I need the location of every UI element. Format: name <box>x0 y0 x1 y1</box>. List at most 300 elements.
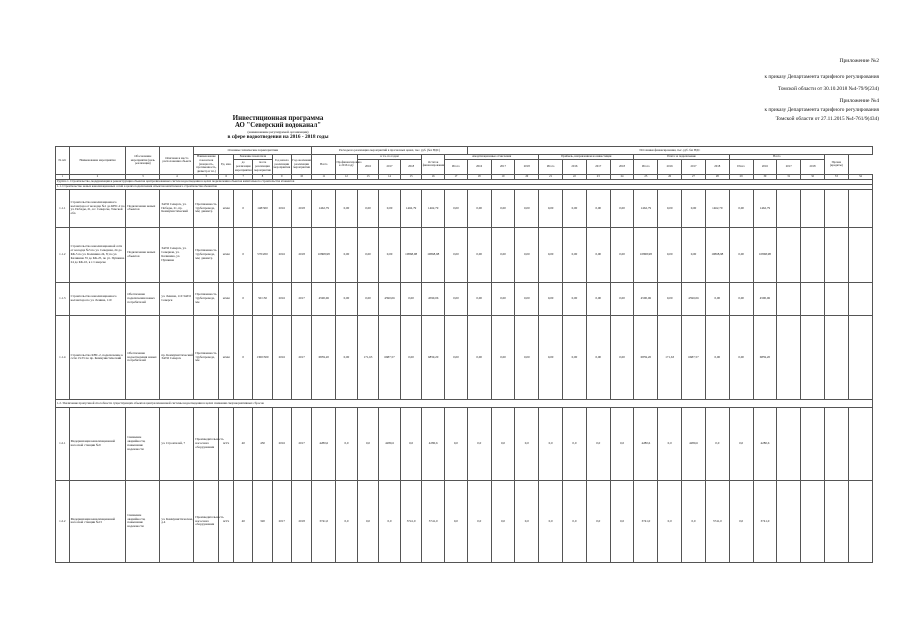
cell-after: 50/150 <box>253 282 272 315</box>
cell-fin: 0,0 <box>336 480 358 562</box>
title-line1: Инвестиционная программа <box>232 114 324 122</box>
cell-c2: 0,00 <box>467 189 491 227</box>
cell-before: 40 <box>234 480 253 562</box>
cell-total: 4590,06 <box>312 282 336 315</box>
cell-c12: 10868,98 <box>705 227 729 282</box>
column-number: 28 <box>705 174 729 179</box>
cell-y18: 3741,0 <box>400 480 422 562</box>
appendix-4-title: Приложение №4 <box>839 98 879 104</box>
tech-value-header: Значение показателя <box>234 155 273 160</box>
cell-c7: 0,00 <box>586 282 610 315</box>
cell-y17: 0,00 <box>379 189 401 227</box>
cell-fin: 0,00 <box>336 282 358 315</box>
cell-c14: 10868,98 <box>753 227 777 282</box>
column-number: 31 <box>777 174 801 179</box>
cell-y16: 171,63 <box>357 315 379 399</box>
table-row <box>56 480 873 562</box>
cell-c2: 0,00 <box>467 282 491 315</box>
cell-c7: 0,00 <box>586 315 610 399</box>
cell-fin: 0,00 <box>336 189 358 227</box>
cell-tech: Протяженность трубопровода, мм; диаметр <box>194 189 219 227</box>
cell-c13: 0,00 <box>729 282 753 315</box>
cell-c10: 171,63 <box>658 315 682 399</box>
group-1-2-row <box>56 399 873 407</box>
cell-c1: 0,00 <box>445 227 468 282</box>
src-total-header: Всего <box>729 155 824 160</box>
cell-y17: 4280,6 <box>379 407 401 480</box>
cell-y17: 6687,57 <box>379 315 401 399</box>
cell-c8: 0,00 <box>610 227 634 282</box>
cell-c10: 0,00 <box>658 189 682 227</box>
cell-ye: 2017 <box>291 282 311 315</box>
column-number: 16 <box>422 174 445 179</box>
program-title <box>198 114 358 141</box>
cell-name: Строительство канализационной сети от колодца №5 по ул. Северная, 24 до КК-5 по ул. Калинина 24, 8; по ул. Калинина 35 до КК-25, по ул. Пушкина 24 до КК-10, в г. Северске <box>69 227 126 282</box>
cell-c5: 0,00 <box>539 282 563 315</box>
cell-c8: 0,00 <box>610 315 634 399</box>
cell-ye: 2018 <box>291 189 311 227</box>
cell-c1: 0,00 <box>445 189 468 227</box>
year-end-header: Год окончания реализации мероприятия <box>291 155 311 175</box>
tech-name-header: Наименование показателя (мощность, протяженность, диаметр и т.п.) <box>194 155 219 175</box>
cell-c11: 0,0 <box>682 480 706 562</box>
cell-ye: 2017 <box>291 315 311 399</box>
header-row-1 <box>56 147 873 155</box>
cell-after: 450 <box>253 407 272 480</box>
s2-2017: 2017 <box>586 160 610 175</box>
cell-tech: Протяженность трубопровода, мм <box>194 282 219 315</box>
col-num-header: № п/п <box>56 147 70 175</box>
cell-name: Модернизация канализационной насосной станции №9 <box>69 407 126 480</box>
cell-empty <box>824 227 848 282</box>
sources-header: Источники финансирования, тыс. руб. без НДС <box>467 147 872 155</box>
cell-c9: 10868,98 <box>634 227 658 282</box>
cell-empty <box>801 480 825 562</box>
cell-num: 1.1.1 <box>56 189 70 227</box>
cell-rest: 4590,06 <box>422 282 445 315</box>
cell-total: 10868,98 <box>312 227 336 282</box>
cell-c6: 0,0 <box>563 407 587 480</box>
cell-c7: 0,00 <box>586 227 610 282</box>
column-number: 12 <box>336 174 358 179</box>
cell-rest: 3741,0 <box>422 480 445 562</box>
cell-y17: 4590,06 <box>379 282 401 315</box>
cell-empty <box>848 282 872 315</box>
cell-c13: 0,00 <box>729 315 753 399</box>
column-number: 29 <box>729 174 753 179</box>
cell-obj: пр. Коммунистический ЗАТО Северск <box>160 315 194 399</box>
column-number: 4 <box>160 174 194 179</box>
column-number: 20 <box>515 174 539 179</box>
column-number: 21 <box>539 174 563 179</box>
column-number: 2 <box>69 174 126 179</box>
cell-y16: 0,0 <box>357 480 379 562</box>
s1-total: Итого <box>445 160 468 175</box>
cell-empty <box>801 227 825 282</box>
cell-just: Подключение новых объектов <box>126 189 160 227</box>
s2-2016: 2016 <box>563 160 587 175</box>
cell-c9: 6859,20 <box>634 315 658 399</box>
cell-y18: 0,00 <box>400 315 422 399</box>
y2016-header: 2016 <box>357 160 379 175</box>
cell-c4: 0,00 <box>515 227 539 282</box>
cell-y17: 0,00 <box>379 227 401 282</box>
cell-c3: 0,0 <box>491 407 515 480</box>
cell-just: Подключение новых объектов <box>126 227 160 282</box>
cell-empty <box>824 189 848 227</box>
cell-num: 1.2.2 <box>56 480 70 562</box>
cell-tech: Протяженность трубопровода, мм; диаметр <box>194 227 219 282</box>
cell-empty <box>777 480 801 562</box>
cell-c13: 0,00 <box>729 189 753 227</box>
cell-empty <box>824 480 848 562</box>
cell-c7: 0,0 <box>586 480 610 562</box>
s3-2016: 2016 <box>658 160 682 175</box>
cell-c8: 0,0 <box>610 480 634 562</box>
cell-y18: 0,00 <box>400 282 422 315</box>
cell-c12: 3741,0 <box>705 480 729 562</box>
cell-c10: 0,0 <box>658 407 682 480</box>
cell-empty <box>824 407 848 480</box>
cell-c14: 4280,6 <box>753 407 777 480</box>
cell-y16: 0,0 <box>357 407 379 480</box>
cell-c11: 0,00 <box>682 189 706 227</box>
cell-tech: Производительность насосного оборудования <box>194 480 219 562</box>
cell-total: 4280,6 <box>312 407 336 480</box>
col-name-header: Наименование мероприятия <box>69 147 126 175</box>
cell-c10: 0,00 <box>658 227 682 282</box>
appendix-2-line2: Томской области от 30.10.2018 №4-79/9(234) <box>778 86 879 92</box>
column-number: 24 <box>610 174 634 179</box>
cell-ys: 2017 <box>272 480 291 562</box>
appendix-4-block <box>764 98 879 123</box>
appendix-4-line1: к приказу Департамента тарифного регулирования <box>764 107 879 113</box>
cell-rest: 10868,98 <box>422 227 445 282</box>
cell-c2: 0,00 <box>467 315 491 399</box>
cell-unit: м3/ч <box>219 480 234 562</box>
cell-c8: 0,00 <box>610 282 634 315</box>
column-number: 33 <box>824 174 848 179</box>
cell-num: 1.1.4 <box>56 315 70 399</box>
s1-2018: 2018 <box>515 160 539 175</box>
table-row <box>56 227 873 282</box>
cell-after: 570/200 <box>253 227 272 282</box>
cell-ye: 2018 <box>291 480 311 562</box>
cell-c3: 0,00 <box>491 227 515 282</box>
cell-empty <box>848 480 872 562</box>
cell-c2: 0,0 <box>467 480 491 562</box>
column-number: 13 <box>357 174 379 179</box>
column-number: 10 <box>291 174 311 179</box>
cell-c13: 0,0 <box>729 480 753 562</box>
cell-obj: ул. Коммунистическая, д.4 <box>160 480 194 562</box>
cell-unit: м3/ч <box>219 407 234 480</box>
cell-empty <box>801 189 825 227</box>
s1-2017: 2017 <box>491 160 515 175</box>
cell-after: 320 <box>253 480 272 562</box>
src2-header: Прибыль, направленная на инвестиции <box>539 155 634 160</box>
cell-c4: 0,0 <box>515 407 539 480</box>
table-row <box>56 189 873 227</box>
cell-unit: м/мм <box>219 282 234 315</box>
cell-c3: 0,0 <box>491 480 515 562</box>
column-number: 7 <box>234 174 253 179</box>
cell-c11: 4280,6 <box>682 407 706 480</box>
cell-c14: 6859,20 <box>753 315 777 399</box>
group-1-row-text: Группа 1. Строительство, модернизация и реконструкция объектов централизованных систем водоотведения в целях подключения объектов капитального строительства абонентов <box>56 179 873 184</box>
cell-obj: ЗАТО Северск, ул. Северная, ул. Калинина, ул. Пушкина <box>160 227 194 282</box>
cell-name: Модернизация канализационной насосной станции №15 <box>69 480 126 562</box>
cell-c6: 0,00 <box>563 189 587 227</box>
before-header: до реализации мероприятия <box>234 160 253 175</box>
appendix-2-line1: к приказу Департамента тарифного регулирования <box>764 74 879 80</box>
cell-empty <box>848 407 872 480</box>
column-number: 19 <box>491 174 515 179</box>
cell-total: 3741,0 <box>312 480 336 562</box>
cell-y18: 10868,98 <box>400 227 422 282</box>
cell-c4: 0,0 <box>515 480 539 562</box>
cell-c4: 0,00 <box>515 189 539 227</box>
s4-total: Итого <box>729 160 753 175</box>
cell-unit: м/мм <box>219 227 234 282</box>
cell-before: 0 <box>234 189 253 227</box>
cell-ye: 2018 <box>291 227 311 282</box>
src3-header: Плата за подключение <box>634 155 729 160</box>
cell-c9: 4590,06 <box>634 282 658 315</box>
cell-c14: 4590,06 <box>753 282 777 315</box>
cell-empty <box>801 407 825 480</box>
cell-just: Обеспечение подключения новых потребителей <box>126 282 160 315</box>
cell-empty <box>777 189 801 227</box>
cell-ys: 2016 <box>272 189 291 227</box>
remaining-header: Остаток финансирования <box>422 155 445 175</box>
column-number: 6 <box>219 174 234 179</box>
column-number: 30 <box>753 174 777 179</box>
column-number: 34 <box>848 174 872 179</box>
cell-c6: 0,00 <box>563 315 587 399</box>
cell-c5: 0,00 <box>539 189 563 227</box>
cell-y18: 1462,79 <box>400 189 422 227</box>
by-years-header: в т.ч. по годам <box>357 155 422 160</box>
s1-2016: 2016 <box>467 160 491 175</box>
cell-num: 1.2.1 <box>56 407 70 480</box>
y2018-header: 2018 <box>400 160 422 175</box>
cell-total: 6859,20 <box>312 315 336 399</box>
cell-empty <box>777 282 801 315</box>
cell-c12: 0,00 <box>705 315 729 399</box>
cell-c13: 0,0 <box>729 407 753 480</box>
column-number: 25 <box>634 174 658 179</box>
cell-c12: 0,0 <box>705 407 729 480</box>
cell-empty <box>824 315 848 399</box>
cell-c3: 0,00 <box>491 189 515 227</box>
cell-num: 1.1.3 <box>56 282 70 315</box>
cell-rest: 4280,6 <box>422 407 445 480</box>
cell-empty <box>801 282 825 315</box>
cell-unit: м/мм <box>219 189 234 227</box>
cell-c11: 4590,06 <box>682 282 706 315</box>
col-object-header: Описание и место расположения объекта <box>160 147 194 175</box>
table-row <box>56 407 873 480</box>
column-number: 9 <box>272 174 291 179</box>
cell-obj: ул. Ленина, 110 ЗАТО Северск <box>160 282 194 315</box>
column-number: 3 <box>126 174 160 179</box>
cell-c5: 0,0 <box>539 480 563 562</box>
cell-name: Строительство канализационного коллектора от колодца №1 до КНС-2 по ул. Победы, 21, в г. Северске, Томской обл. <box>69 189 126 227</box>
cell-total: 1462,79 <box>312 189 336 227</box>
cell-name: Строительство канализационного коллектора по ул. Ленина, 110 <box>69 282 126 315</box>
cell-empty <box>777 227 801 282</box>
title-line2: АО "Северский водоканал" <box>234 122 322 129</box>
cell-empty <box>848 315 872 399</box>
tech-group-header: Основные технические характеристики <box>194 147 312 155</box>
title-line3: (наименование регулируемой организации) <box>247 130 309 134</box>
cell-y18: 0,0 <box>400 407 422 480</box>
cell-fin: 0,00 <box>336 227 358 282</box>
cell-ye: 2017 <box>291 407 311 480</box>
title-line4: в сфере водоотведения на 2016 - 2018 годы <box>227 134 329 140</box>
appendix-2-block <box>764 58 879 93</box>
cell-obj: ЗАТО Северск, ул. Победы, 21, пр. Коммунистический <box>160 189 194 227</box>
cell-empty <box>777 407 801 480</box>
column-number: 14 <box>379 174 401 179</box>
cell-rest: 6859,20 <box>422 315 445 399</box>
column-number: 22 <box>563 174 587 179</box>
cell-c1: 0,0 <box>445 407 468 480</box>
s3-2018: 2018 <box>705 160 729 175</box>
year-start-header: Год начала реализации мероприятия <box>272 155 291 175</box>
cell-y16: 0,00 <box>357 227 379 282</box>
cell-before: 40 <box>234 407 253 480</box>
cell-obj: ул. Строителей, 7 <box>160 407 194 480</box>
s3-total: Итого <box>634 160 658 175</box>
cell-empty <box>848 227 872 282</box>
cell-before: 0 <box>234 282 253 315</box>
cell-name: Строительство КНС-2, подключение к сети 13-55 по пр. Коммунистический <box>69 315 126 399</box>
other-header: Прочие (кредиты) <box>824 155 848 175</box>
cell-num: 1.1.2 <box>56 227 70 282</box>
total-header: Всего <box>312 155 336 175</box>
cell-c4: 0,00 <box>515 315 539 399</box>
cell-c4: 0,00 <box>515 282 539 315</box>
cell-c2: 0,0 <box>467 407 491 480</box>
appendix-2-title: Приложение №2 <box>839 58 879 64</box>
cell-ys: 2016 <box>272 315 291 399</box>
column-number: 5 <box>194 174 219 179</box>
cell-before: 0 <box>234 315 253 399</box>
s4-2017: 2017 <box>777 160 801 175</box>
s3-2017: 2017 <box>682 160 706 175</box>
cell-after: 148/300 <box>253 189 272 227</box>
y2017-header: 2017 <box>379 160 401 175</box>
column-number: 8 <box>253 174 272 179</box>
cell-c9: 1462,79 <box>634 189 658 227</box>
cell-c1: 0,00 <box>445 282 468 315</box>
table-row <box>56 315 873 399</box>
cell-y16: 0,00 <box>357 282 379 315</box>
column-number: 15 <box>400 174 422 179</box>
group-1-2-row-text: 1.2. Увеличение пропускной способности существующих объектов централизованной системы водоотведения в целях снижения сверхнормативных сбросов <box>56 399 873 407</box>
cell-c8: 0,0 <box>610 407 634 480</box>
cell-ys: 2016 <box>272 227 291 282</box>
cell-ys: 2016 <box>272 407 291 480</box>
investment-table <box>55 146 873 563</box>
cell-c11: 0,00 <box>682 227 706 282</box>
s2-total: Итого <box>539 160 563 175</box>
cell-empty <box>824 282 848 315</box>
cell-c14: 3741,0 <box>753 480 777 562</box>
cell-just: Снижение аварийности, повышение надежности <box>126 407 160 480</box>
cell-c3: 0,00 <box>491 282 515 315</box>
table-row <box>56 282 873 315</box>
column-number: 18 <box>467 174 491 179</box>
s4-2016: 2016 <box>753 160 777 175</box>
column-number: 1 <box>56 174 70 179</box>
cell-c2: 0,00 <box>467 227 491 282</box>
s2-2018: 2018 <box>610 160 634 175</box>
cell-c5: 0,0 <box>539 407 563 480</box>
cell-before: 0 <box>234 227 253 282</box>
cell-c10: 0,00 <box>658 282 682 315</box>
cell-after: 1300/300 <box>253 315 272 399</box>
cell-c7: 0,00 <box>586 189 610 227</box>
cost-group-header: Расходы на реализацию мероприятий в прогнозных ценах, тыс. руб. (без НДС) <box>312 147 467 155</box>
column-number: 26 <box>658 174 682 179</box>
src1-header: Амортизационные отчисления <box>445 155 539 160</box>
col-just-header: Обоснование мероприятия (цель реализации) <box>126 147 160 175</box>
cell-c13: 0,00 <box>729 227 753 282</box>
cell-y17: 0,0 <box>379 480 401 562</box>
cell-c11: 6687,57 <box>682 315 706 399</box>
cell-y16: 0,00 <box>357 189 379 227</box>
cell-rest: 1462,79 <box>422 189 445 227</box>
cell-c1: 0,0 <box>445 480 468 562</box>
cell-c12: 0,00 <box>705 282 729 315</box>
unit-header: Ед. изм. <box>219 155 234 175</box>
after-header: после реализации мероприятия <box>253 160 272 175</box>
cell-c3: 0,00 <box>491 315 515 399</box>
cell-empty <box>848 189 872 227</box>
column-number: 11 <box>312 174 336 179</box>
cell-tech: Протяженность трубопровода, мм <box>194 315 219 399</box>
cell-just: Обеспечение водоотведения новых потребителей <box>126 315 160 399</box>
cell-empty <box>777 315 801 399</box>
cell-c9: 3741,0 <box>634 480 658 562</box>
column-number: 32 <box>801 174 825 179</box>
cell-fin: 0,0 <box>336 407 358 480</box>
cell-ys: 2016 <box>272 282 291 315</box>
cell-c6: 0,00 <box>563 227 587 282</box>
cell-just: Снижение аварийности, повышение надежности <box>126 480 160 562</box>
cell-c5: 0,00 <box>539 227 563 282</box>
cell-c5: 0,00 <box>539 315 563 399</box>
cell-c7: 0,0 <box>586 407 610 480</box>
cell-c9: 4280,6 <box>634 407 658 480</box>
cell-c6: 0,00 <box>563 282 587 315</box>
cell-c10: 0,0 <box>658 480 682 562</box>
cell-c1: 0,00 <box>445 315 468 399</box>
cell-c6: 0,0 <box>563 480 587 562</box>
cell-tech: Производительность насосного оборудования <box>194 407 219 480</box>
column-number: 23 <box>586 174 610 179</box>
column-number: 17 <box>445 174 468 179</box>
cell-fin: 0,00 <box>336 315 358 399</box>
cell-unit: м/мм <box>219 315 234 399</box>
s4-2018: 2018 <box>801 160 825 175</box>
financed-before-header: Профинансировано к 2016 году <box>336 155 358 175</box>
appendix-4-line2: Томской области от 27.11.2015 №4-761/9(434) <box>775 116 879 122</box>
cell-c14: 1462,79 <box>753 189 777 227</box>
